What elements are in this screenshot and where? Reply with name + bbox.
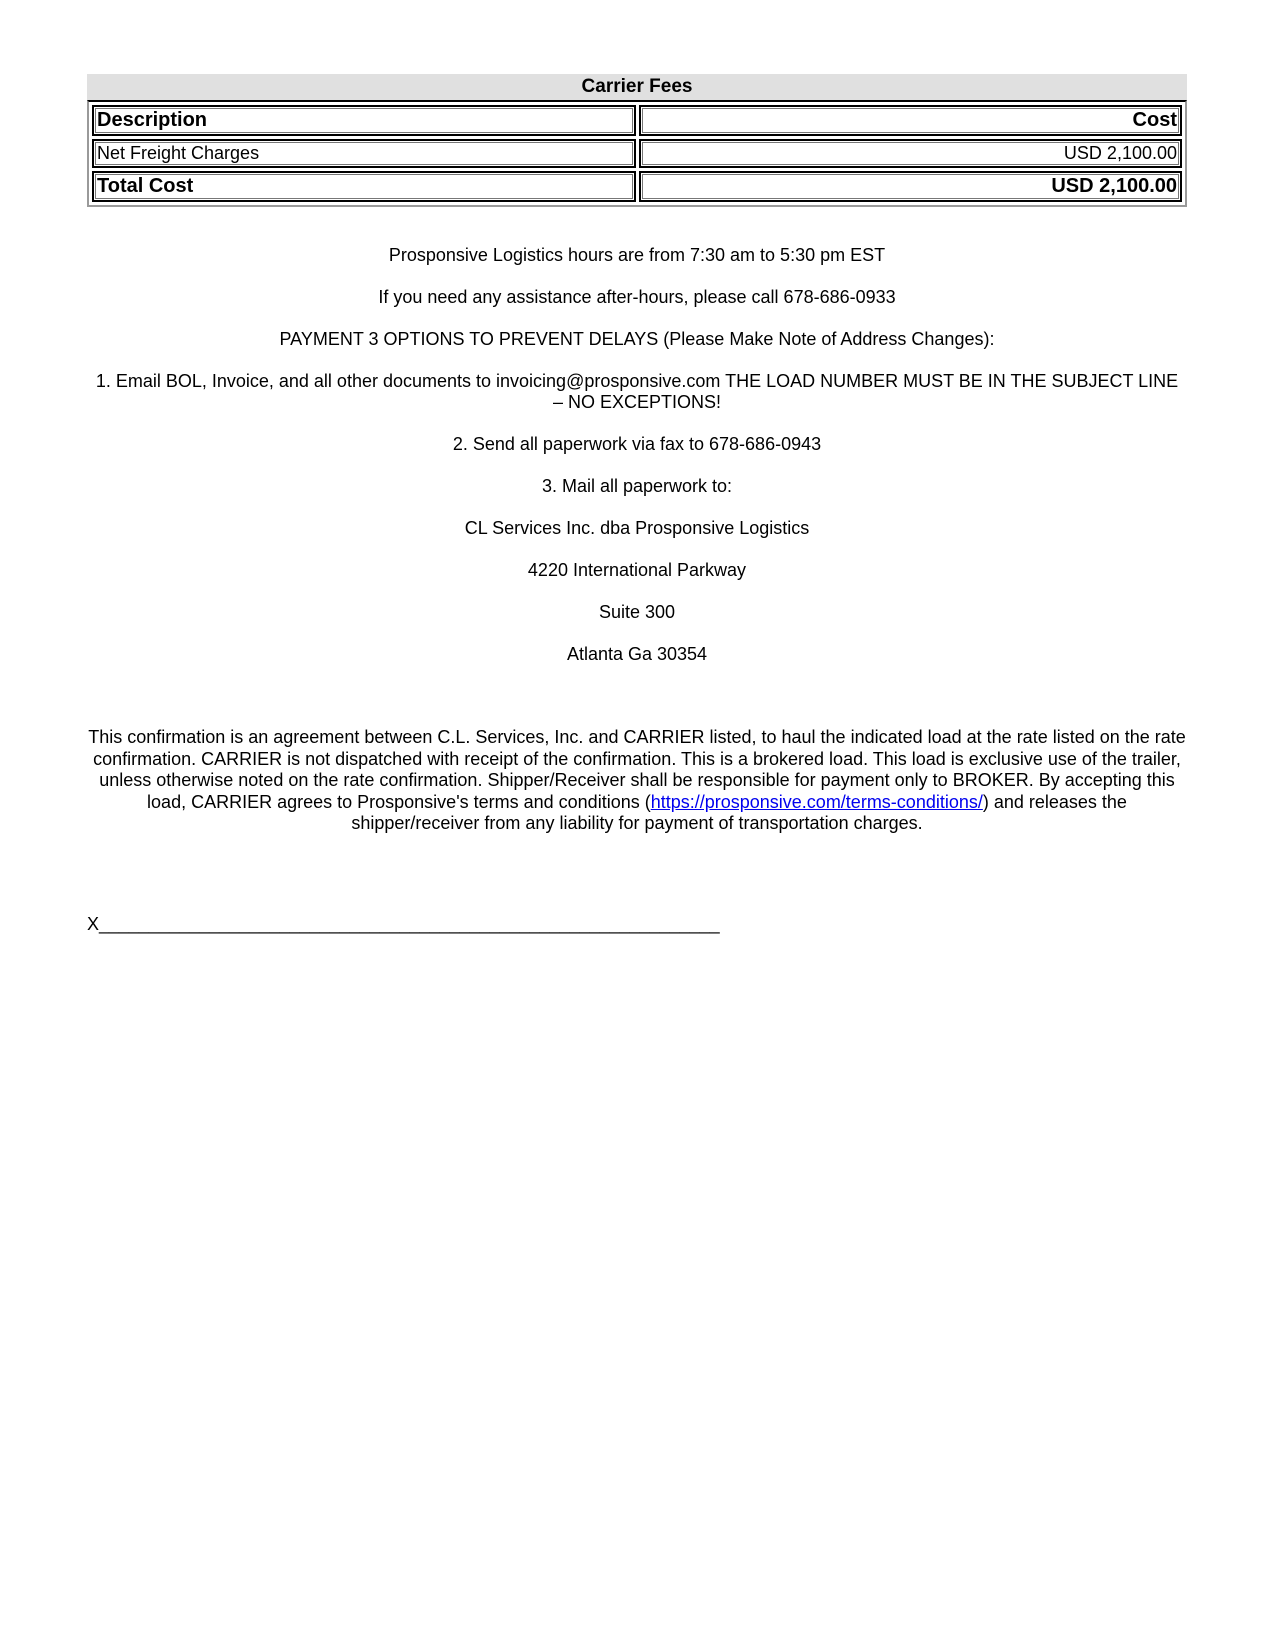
payment-option-fax: 2. Send all paperwork via fax to 678-686-0943	[452, 434, 822, 454]
payment-heading: PAYMENT 3 OPTIONS TO PREVENT DELAYS (Please Make Note of Address Changes):	[279, 329, 995, 349]
agreement-text-end: ) and releases the shipper/receiver from any liability for payment of transportation charges.	[351, 791, 1127, 833]
agreement-text-start: This confirmation is an agreement between C.L. Services, Inc. and CARRIER listed, to haul the indicated load at the rate listed on the rate confirmation. CARRIER is not dispatched with receipt of the confirmation. This is a brokered load. This load is exclusive use of the trailer, unless otherwise noted on the rate confirmation. Shipper/Receiver shall be responsible for payment only to BROKER. By accepting this load, CARRIER agrees to Prosponsive's terms and conditions (	[88, 727, 1186, 812]
total-label: Total Cost	[92, 171, 636, 202]
total-cost: USD 2,100.00	[639, 171, 1183, 202]
carrier-fees-title: Carrier Fees	[87, 74, 1187, 100]
fee-description: Net Freight Charges	[92, 139, 636, 168]
payment-option-email: 1. Email BOL, Invoice, and all other documents to invoicing@prosponsive.com THE LOAD NUMBER MUST BE IN THE SUBJECT LINE – NO EXCEPTIONS!	[95, 371, 1179, 412]
signature-line: X______________________________________________________________	[87, 913, 720, 934]
business-hours: Prosponsive Logistics hours are from 7:30 am to 5:30 pm EST	[388, 245, 886, 265]
agreement-paragraph	[87, 727, 1187, 835]
address-line-suite: Suite 300	[598, 602, 676, 622]
contact-info	[87, 245, 1187, 665]
document-page	[87, 74, 1187, 935]
address-line-company: CL Services Inc. dba Prosponsive Logistics	[464, 518, 810, 538]
fee-cost: USD 2,100.00	[639, 139, 1183, 168]
carrier-fees-table	[87, 100, 1187, 207]
address-line-city: Atlanta Ga 30354	[566, 644, 708, 664]
total-row	[92, 171, 1182, 202]
terms-conditions-link[interactable]: https://prosponsive.com/terms-conditions/	[650, 791, 983, 812]
table-header-row	[92, 105, 1182, 136]
cost-header: Cost	[639, 105, 1183, 136]
table-row	[92, 139, 1182, 168]
payment-option-mail: 3. Mail all paperwork to:	[541, 476, 733, 496]
after-hours-contact: If you need any assistance after-hours, please call 678-686-0933	[378, 287, 896, 307]
description-header: Description	[92, 105, 636, 136]
address-line-street: 4220 International Parkway	[527, 560, 747, 580]
